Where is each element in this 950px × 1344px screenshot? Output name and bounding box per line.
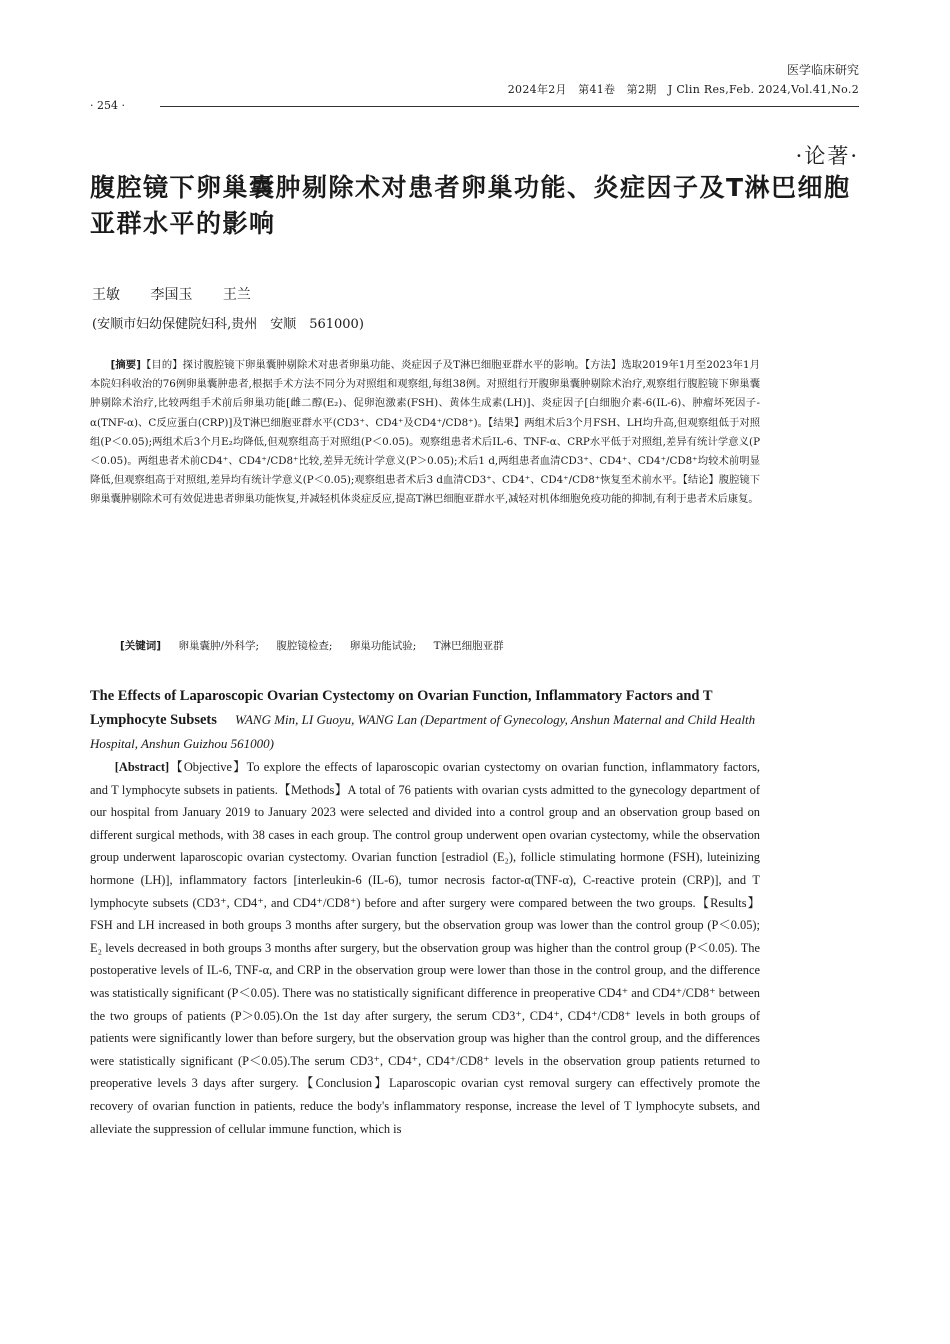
abstract-cn-text: 【目的】探讨腹腔镜下卵巢囊肿剔除术对患者卵巢功能、炎症因子及T淋巴细胞亚群水平的影响。【方法】选取2019年1月至2023年1月本院妇科收治的76例卵巢囊肿患者,根据手术方法不同分为对照组和观察组,每组38例。对照组行开腹卵巢囊肿剔除术治疗,观察组行腹腔镜下卵巢囊肿剔除术治疗,比较两组手术前后卵巢功能[雌二醇(E₂)、促卵泡激素(FSH)、黄体生成素(LH)]、炎症因子[白细胞介素-6(IL-6)、肿瘤坏死因子-α(TNF-α)、C反应蛋白(CRP)]及T淋巴细胞亚群水平(CD3⁺、CD4⁺及CD4⁺/CD8⁺)。【结果】两组术后3个月FSH、LH均升高,但观察组低于对照组(P＜0.05);两组术后3个月E₂均降低,但观察组高于对照组(P＜0.05)。观察组患者术后IL-6、TNF-α、CRP水平低于对照组,差异有统计学意义(P＜0.05)。两组患者术前CD4⁺、CD4⁺/CD8⁺比较,差异无统计学意义(P＞0.05);术后1 d,两组患者血清CD3⁺、CD4⁺、CD4⁺/CD8⁺均较术前明显降低,但观察组高于对照组,差异均有统计学意义(P＜0.05);观察组患者术后3 d血清CD3⁺、CD4⁺、CD4⁺/CD8⁺恢复至术前水平。【结论】腹腔镜下卵巢囊肿剔除术可有效促进患者卵巢功能恢复,并减轻机体炎症反应,提高T淋巴细胞亚群水平,减轻对机体细胞免疫功能的抑制,有利于患者术后康复。 (90, 359, 760, 506)
section-label: ·论著· (795, 144, 859, 168)
abstract-en-text: 【Objective】To explore the effects of laparoscopic ovarian cystectomy on ovarian function, inflammatory factors, and T lymphocyte subsets in patients.【Methods】A total of 76 patients with ovarian cysts admitted to the gynecology department of our hospital from January 2019 to January 2023 were selected and divided into a control group and an observation group based on different surgical methods, with 38 cases in each group. The control group underwent open ovarian cystectomy, while the observation group underwent laparoscopic ovarian cystectomy. Ovarian function [estradiol (E₂), follicle stimulating hormone (FSH), luteinizing hormone (LH)], inflammatory factors [interleukin-6 (IL-6), tumor necrosis factor-α(TNF-α), C-reactive protein (CRP)], and T lymphocyte subsets (CD3⁺, CD4⁺, and CD4⁺/CD8⁺) before and after surgery were compared between the two groups.【Results】FSH and LH increased in both groups 3 months after surgery, but the observation group was lower than the control group (P＜0.05); E₂ levels decreased in both groups 3 months after surgery, but the observation group was higher than the control group (P＜0.05). The postoperative levels of IL-6, TNF-α, and CRP in the observation group were lower than those in the control group, and the difference was statistically significant (P＜0.05). There was no statistically significant difference in preoperative CD4⁺ and CD4⁺/CD8⁺ between the two groups of patients (P＞0.05).On the 1st day after surgery, the serum CD3⁺, CD4⁺, CD4⁺/CD8⁺ levels in both groups of patients were significantly lower than before surgery, but the observation group was higher than the control group, and the differences were statistically significant (P＜0.05).The serum CD3⁺, CD4⁺, CD4⁺/CD8⁺ levels in the observation group patients returned to preoperative levels 3 days after surgery.【Conclusion】Laparoscopic ovarian cyst removal surgery can effectively promote the recovery of ovarian function in patients, reduce the body's inflammatory response, increase the level of T lymphocyte subsets, and alleviate the suppression of cellular immune function, which is (90, 760, 760, 1136)
article-title-en-block (90, 684, 760, 756)
article-title-en: The Effects of Laparoscopic Ovarian Cystectomy on Ovarian Function, Inflammatory Factors and T Lymphocyte Subsets (90, 688, 713, 728)
keyword: 卵巢功能试验; (349, 640, 417, 652)
journal-issue-line: 2024年2月 第41卷 第2期 J Clin Res,Feb. 2024,Vol.41,No.2 (507, 83, 859, 96)
keyword: T淋巴细胞亚群 (433, 640, 504, 652)
article-title-cn: 腹腔镜下卵巢囊肿剔除术对患者卵巢功能、炎症因子及T淋巴细胞亚群水平的影响 (90, 173, 851, 238)
journal-name: 医学临床研究 (786, 63, 859, 77)
author-name: 李国玉 (150, 287, 193, 303)
keywords-cn-label: [关键词] (120, 640, 162, 652)
authors-en: WANG Min, LI Guoyu, WANG Lan (Department of Gynecology, Anshun Maternal and Child Health Hospital, Anshun Guizhou 561000) (90, 712, 756, 751)
keyword: 腹腔镜检查; (276, 640, 333, 652)
header-rule (160, 106, 859, 107)
abstract-en (90, 756, 760, 1140)
abstract-en-label: [Abstract] (114, 760, 170, 774)
authors-cn (92, 284, 277, 304)
abstract-cn (90, 356, 760, 510)
author-name: 王敏 (92, 287, 120, 303)
keyword: 卵巢囊肿/外科学; (178, 640, 260, 652)
author-name: 王兰 (222, 287, 251, 303)
affiliation-cn: (安顺市妇幼保健院妇科,贵州 安顺 561000) (92, 317, 364, 332)
keywords-cn (120, 638, 518, 653)
abstract-cn-label: [摘要] (110, 359, 141, 371)
page-number: · 254 · (90, 99, 125, 112)
